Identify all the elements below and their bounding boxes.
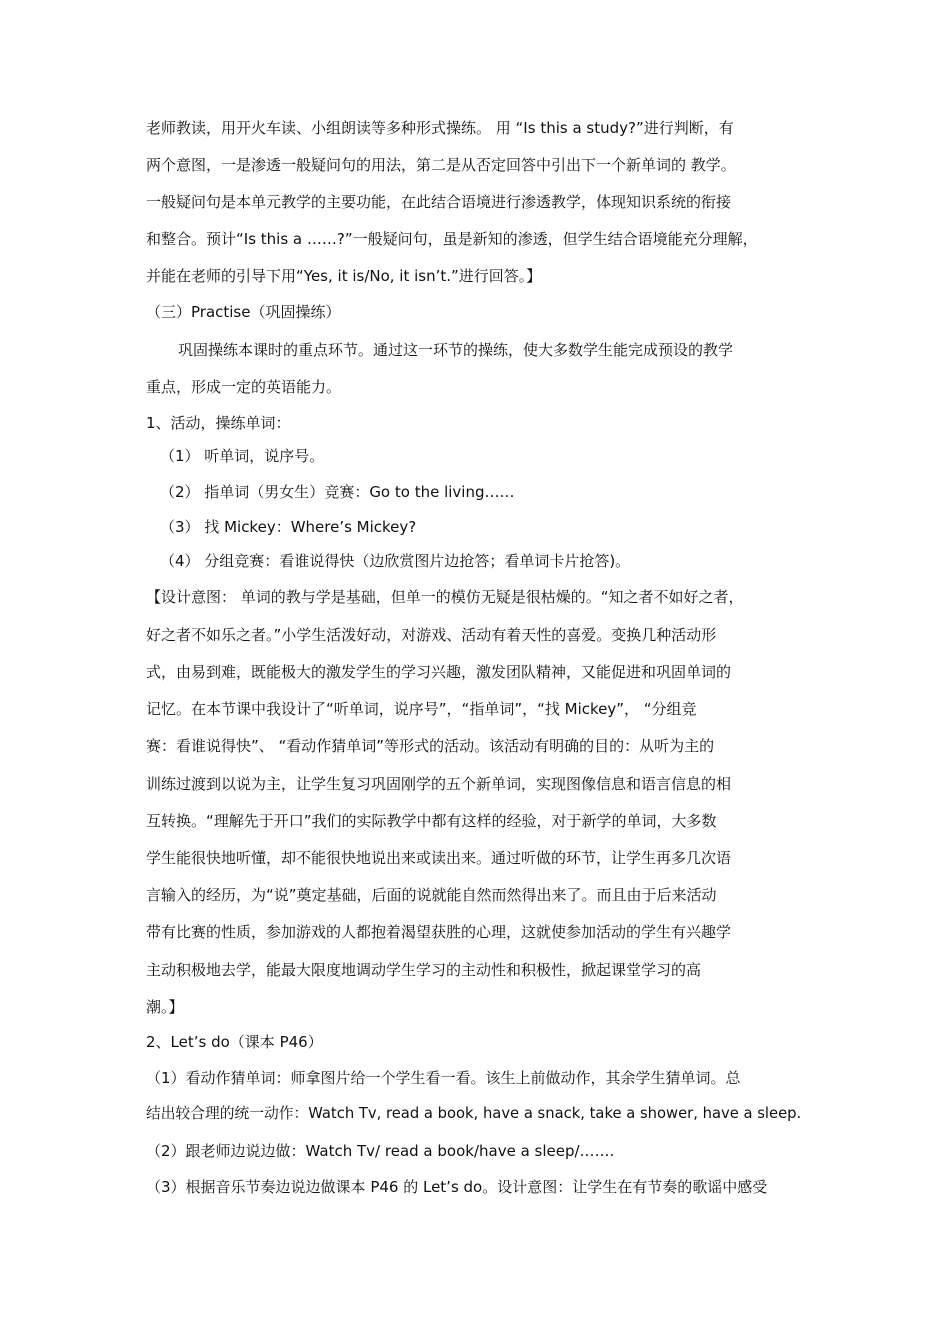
- list-item: （2） 指单词（男女生）竞赛：Go to the living……: [160, 483, 515, 501]
- list-item: （3） 找 Mickey：Where’s Mickey?: [160, 518, 417, 536]
- text-line: 主动积极地去学，能最大限度地调动学生学习的主动性和积极性，掀起课堂学习的高: [146, 961, 702, 979]
- text-line: 两个意图，一是渗透一般疑问句的用法，第二是从否定回答中引出下一个新单词的 教学。: [146, 156, 736, 174]
- text-line: 和整合。预计“Is this a ……?”一般疑问句，虽是新知的渗透，但学生结合语境能充分理解，: [146, 230, 758, 248]
- text-line: 训练过渡到以说为主，让学生复习巩固刚学的五个新单词，实现图像信息和语言信息的相: [146, 775, 732, 793]
- list-heading: 1、活动，操练单词：: [146, 414, 291, 432]
- text-line: 【设计意图： 单词的教与学是基础，但单一的模仿无疑是很枯燥的。“知之者不如好之者，: [146, 588, 744, 606]
- text-line: 巩固操练本课时的重点环节。通过这一环节的操练，使大多数学生能完成预设的教学: [178, 341, 734, 359]
- text-line: 并能在老师的引导下用“Yes, it is/No, it isn’t.”进行回答。】: [146, 267, 542, 285]
- text-line: （3）根据音乐节奏边说边做课本 P46 的 Let’s do。设计意图：让学生在有节奏的歌谣中感受: [146, 1178, 768, 1196]
- text-line: 重点，形成一定的英语能力。: [146, 378, 342, 396]
- text-line: （2）跟老师边说边做：Watch Tv/ read a book/have a sleep/…….: [146, 1142, 615, 1160]
- text-line: 赛：看谁说得快”、 “看动作猜单词”等形式的活动。该活动有明确的目的：从听为主的: [146, 737, 715, 755]
- text-line: 学生能很快地听懂，却不能很快地说出来或读出来。通过听做的环节，让学生再多几次语: [146, 849, 732, 867]
- text-line: 言输入的经历，为“说”奠定基础，后面的说就能自然而然得出来了。而且由于后来活动: [146, 886, 717, 904]
- section-heading: （三）Practise（巩固操练）: [146, 303, 341, 321]
- list-item: （4） 分组竞赛：看谁说得快（边欣赏图片边抢答；看单词卡片抢答)。: [160, 552, 631, 570]
- text-line: 互转换。“理解先于开口”我们的实际教学中都有这样的经验，对于新学的单词，大多数: [146, 812, 717, 830]
- text-line: 带有比赛的性质，参加游戏的人都抱着渴望获胜的心理，这就使参加活动的学生有兴趣学: [146, 923, 732, 941]
- text-line: 潮。】: [146, 998, 184, 1016]
- text-line: 老师教读，用开火车读、小组朗读等多种形式操练。 用 “Is this a study?”进行判断，有: [146, 119, 734, 137]
- text-line: 结出较合理的统一动作：Watch Tv, read a book, have a snack, take a shower, have a sleep.: [146, 1105, 802, 1122]
- text-line: 式，由易到难，既能极大的激发学生的学习兴趣，激发团队精神，又能促进和巩固单词的: [146, 663, 732, 681]
- text-line: 记忆。在本节课中我设计了“听单词，说序号”，“指单词”，“找 Mickey”， “分组竞: [146, 700, 697, 718]
- section-heading: 2、Let’s do（课本 P46）: [146, 1033, 323, 1051]
- text-line: 好之者不如乐之者。”小学生活泼好动，对游戏、活动有着天性的喜爱。变换几种活动形: [146, 626, 717, 644]
- text-line: （1）看动作猜单词：师拿图片给一个学生看一看。该生上前做动作，其余学生猜单词。总: [146, 1069, 741, 1087]
- text-line: 一般疑问句是本单元教学的主要功能，在此结合语境进行渗透教学，体现知识系统的衔接: [146, 193, 732, 211]
- list-item: （1） 听单词，说序号。: [160, 447, 325, 465]
